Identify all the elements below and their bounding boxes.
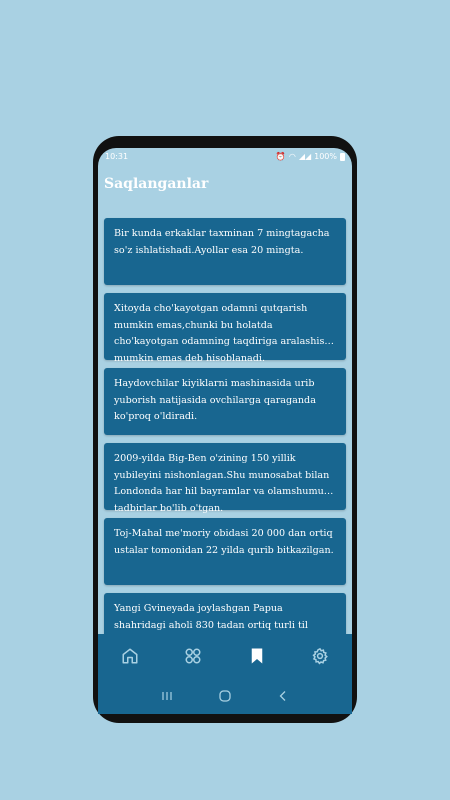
battery-icon <box>340 153 345 161</box>
fact-text: Toj-Mahal me'moriy obidasi 20 000 dan ortiq ustalar tomonidan 22 yilda qurib bitkazilgan. <box>114 528 334 556</box>
bookmark-icon <box>249 647 265 665</box>
nav-saved-button[interactable] <box>242 641 272 671</box>
fact-card[interactable] <box>104 368 346 435</box>
home-icon <box>121 647 139 665</box>
page-title: Saqlanganlar <box>104 176 209 192</box>
status-icons <box>276 152 345 161</box>
fact-card[interactable] <box>104 518 346 585</box>
signal-icon: ◢◢ <box>298 152 312 161</box>
fact-card[interactable] <box>104 293 346 364</box>
system-navigation-bar <box>98 678 352 714</box>
fact-text: Haydovchilar kiyiklarni mashinasida urib yuborish natijasida ovchilarga qaraganda ko'proq o'ldiradi. <box>114 378 316 422</box>
wifi-icon: ◠ <box>288 152 296 161</box>
battery-text: 100% <box>314 152 337 161</box>
gear-icon <box>311 647 329 665</box>
status-time: 10:31 <box>105 152 129 161</box>
fact-text: Bir kunda erkaklar taxminan 7 mingtagacha so'z ishlatishadi.Ayollar esa 20 mingta. <box>114 228 330 256</box>
back-icon[interactable] <box>277 690 289 702</box>
status-bar <box>98 148 352 166</box>
fact-card[interactable] <box>104 443 346 514</box>
bottom-navigation <box>98 634 352 678</box>
fact-text: 2009-yilda Big-Ben o'zining 150 yillik yubileyini nishonlagan.Shu munosabat bilan Londonda har hil bayramlar va olamshumul tadbirlar bo'lib o'tgan. <box>114 453 330 514</box>
fact-card[interactable] <box>104 218 346 285</box>
alarm-icon: ⏰ <box>275 152 286 161</box>
home-circle-icon[interactable] <box>218 689 232 703</box>
fact-text: Xitoyda cho'kayotgan odamni qutqarish mumkin emas,chunki bu holatda cho'kayotgan odamning taqdiriga aralashish mumkin emas deb hisoblanadi. <box>114 303 331 364</box>
nav-settings-button[interactable] <box>305 641 335 671</box>
nav-home-button[interactable] <box>115 641 145 671</box>
phone-frame <box>93 136 357 723</box>
saved-facts-list[interactable] <box>104 218 346 632</box>
app-screen <box>98 148 352 714</box>
grid-icon <box>184 647 202 665</box>
fact-text: Yangi Gvineyada joylashgan Papua shahridagi aholi 830 tadan ortiq turli til <box>114 603 308 631</box>
nav-categories-button[interactable] <box>178 641 208 671</box>
recent-apps-icon[interactable] <box>161 690 173 702</box>
